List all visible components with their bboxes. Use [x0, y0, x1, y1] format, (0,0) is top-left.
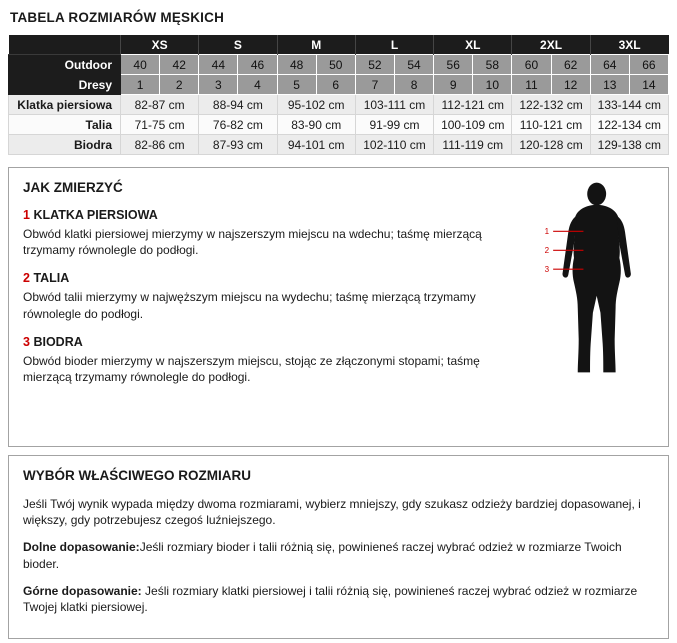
hips-value: 129-138 cm [590, 135, 668, 155]
bottom-fit-text: Jeśli rozmiary bioder i talii różnią się, powinieneś raczej wybrać odzież w rozmiarze Twoich bioder. [23, 540, 622, 571]
size-header-3xl: 3XL [590, 35, 668, 55]
dresy-row [9, 75, 669, 95]
waist-row [9, 115, 669, 135]
outdoor-value: 56 [434, 55, 473, 75]
waist-value: 91-99 cm [355, 115, 433, 135]
chest-value: 133-144 cm [590, 95, 668, 115]
outdoor-value: 42 [160, 55, 199, 75]
hips-value: 120-128 cm [512, 135, 590, 155]
size-header-row [9, 35, 669, 55]
hips-value: 82-86 cm [121, 135, 199, 155]
hips-value: 111-119 cm [434, 135, 512, 155]
measure-number: 3 [23, 334, 30, 349]
size-header-l: L [355, 35, 433, 55]
waist-value: 71-75 cm [121, 115, 199, 135]
measure-description: Obwód talii mierzymy w najwęższym miejscu na wydechu; taśmę mierzącą trzymamy równolegle do podłogi. [23, 290, 476, 321]
top-fit-label: Górne dopasowanie: [23, 583, 142, 598]
chest-value: 122-132 cm [512, 95, 590, 115]
row-label-waist: Talia [9, 115, 121, 135]
outdoor-value: 60 [512, 55, 551, 75]
size-header-m: M [277, 35, 355, 55]
dresy-value: 1 [121, 75, 160, 95]
measure-item-heading [23, 208, 528, 222]
measure-number: 1 [23, 208, 30, 222]
outdoor-value: 64 [590, 55, 629, 75]
row-label-hips: Biodra [9, 135, 121, 155]
measure-title: BIODRA [33, 334, 83, 349]
size-table [8, 35, 669, 155]
outdoor-value: 50 [316, 55, 355, 75]
figure-container [528, 180, 654, 398]
body-silhouette [538, 182, 644, 381]
chest-value: 82-87 cm [121, 95, 199, 115]
measure-number: 2 [23, 271, 30, 286]
outdoor-value: 40 [121, 55, 160, 75]
measure-item-hips [23, 335, 528, 385]
outdoor-value: 48 [277, 55, 316, 75]
bottom-fit-note [23, 539, 654, 571]
measure-item-waist [23, 271, 528, 321]
chest-value: 95-102 cm [277, 95, 355, 115]
dresy-value: 4 [238, 75, 277, 95]
waist-value: 76-82 cm [199, 115, 277, 135]
dresy-value: 11 [512, 75, 551, 95]
top-fit-text: Jeśli rozmiary klatki piersiowej i talii różnią się, powinieneś raczej wybrać odzież w rozmiarze Twojej klatki piersiowej. [23, 583, 638, 614]
corner-cell [9, 35, 121, 55]
dresy-value: 14 [629, 75, 668, 95]
outdoor-value: 62 [551, 55, 590, 75]
outdoor-value: 58 [473, 55, 512, 75]
waist-value: 100-109 cm [434, 115, 512, 135]
dresy-value: 10 [473, 75, 512, 95]
size-header-s: S [199, 35, 277, 55]
outdoor-value: 46 [238, 55, 277, 75]
outdoor-value: 66 [629, 55, 668, 75]
outdoor-value: 54 [394, 55, 433, 75]
row-label-chest: Klatka piersiowa [9, 95, 121, 115]
measure-description: Obwód bioder mierzymy w najszerszym miejscu, stojąc ze złączonymi stopami; taśmę mierzącą trzymamy równolegle do podłogi. [23, 353, 480, 384]
dresy-value: 5 [277, 75, 316, 95]
measure-text-column [23, 180, 528, 398]
page-title: TABELA ROZMIARÓW MĘSKICH [10, 10, 225, 25]
figure-label-3: 3 [544, 265, 550, 275]
dresy-value: 6 [316, 75, 355, 95]
measure-item-heading [23, 335, 528, 349]
chest-value: 103-111 cm [355, 95, 433, 115]
waist-value: 83-90 cm [277, 115, 355, 135]
dresy-value: 3 [199, 75, 238, 95]
measure-title: KLATKA PIERSIOWA [33, 208, 158, 222]
dresy-value: 2 [160, 75, 199, 95]
measure-description: Obwód klatki piersiowej mierzymy w najszerszym miejscu na wdechu; taśmę mierzącą trzymamy równolegle do podłogi. [23, 227, 482, 258]
chest-value: 112-121 cm [434, 95, 512, 115]
top-fit-note [23, 583, 654, 615]
hips-value: 87-93 cm [199, 135, 277, 155]
size-choice-intro: Jeśli Twój wynik wypada między dwoma rozmiarami, wybierz mniejszy, gdy szukasz odzieży bardziej dopasowanej, i większy, gdy potrzebujesz czegoś luźniejszego. [23, 497, 641, 528]
row-label-outdoor: Outdoor [9, 55, 121, 75]
hips-row [9, 135, 669, 155]
hips-value: 94-101 cm [277, 135, 355, 155]
dresy-value: 7 [355, 75, 394, 95]
figure-label-2: 2 [544, 246, 550, 256]
outdoor-row [9, 55, 669, 75]
outdoor-value: 52 [355, 55, 394, 75]
dresy-value: 9 [434, 75, 473, 95]
measure-title: TALIA [33, 271, 70, 286]
measure-item-chest [23, 208, 528, 258]
size-header-2xl: 2XL [512, 35, 590, 55]
how-to-measure-title: JAK ZMIERZYĆ [23, 180, 123, 195]
size-choice-title: WYBÓR WŁAŚCIWEGO ROZMIARU [23, 468, 251, 483]
waist-value: 110-121 cm [512, 115, 590, 135]
waist-value: 122-134 cm [590, 115, 668, 135]
chest-value: 88-94 cm [199, 95, 277, 115]
chest-row [9, 95, 669, 115]
how-to-measure-section [8, 167, 669, 447]
dresy-value: 13 [590, 75, 629, 95]
bottom-fit-label: Dolne dopasowanie: [23, 540, 140, 555]
hips-value: 102-110 cm [355, 135, 433, 155]
dresy-value: 12 [551, 75, 590, 95]
size-header-xs: XS [121, 35, 199, 55]
figure-label-1: 1 [544, 227, 550, 237]
size-header-xl: XL [434, 35, 512, 55]
measure-item-heading [23, 271, 528, 285]
outdoor-value: 44 [199, 55, 238, 75]
size-choice-section [8, 455, 669, 639]
row-label-dresy: Dresy [9, 75, 121, 95]
dresy-value: 8 [394, 75, 433, 95]
